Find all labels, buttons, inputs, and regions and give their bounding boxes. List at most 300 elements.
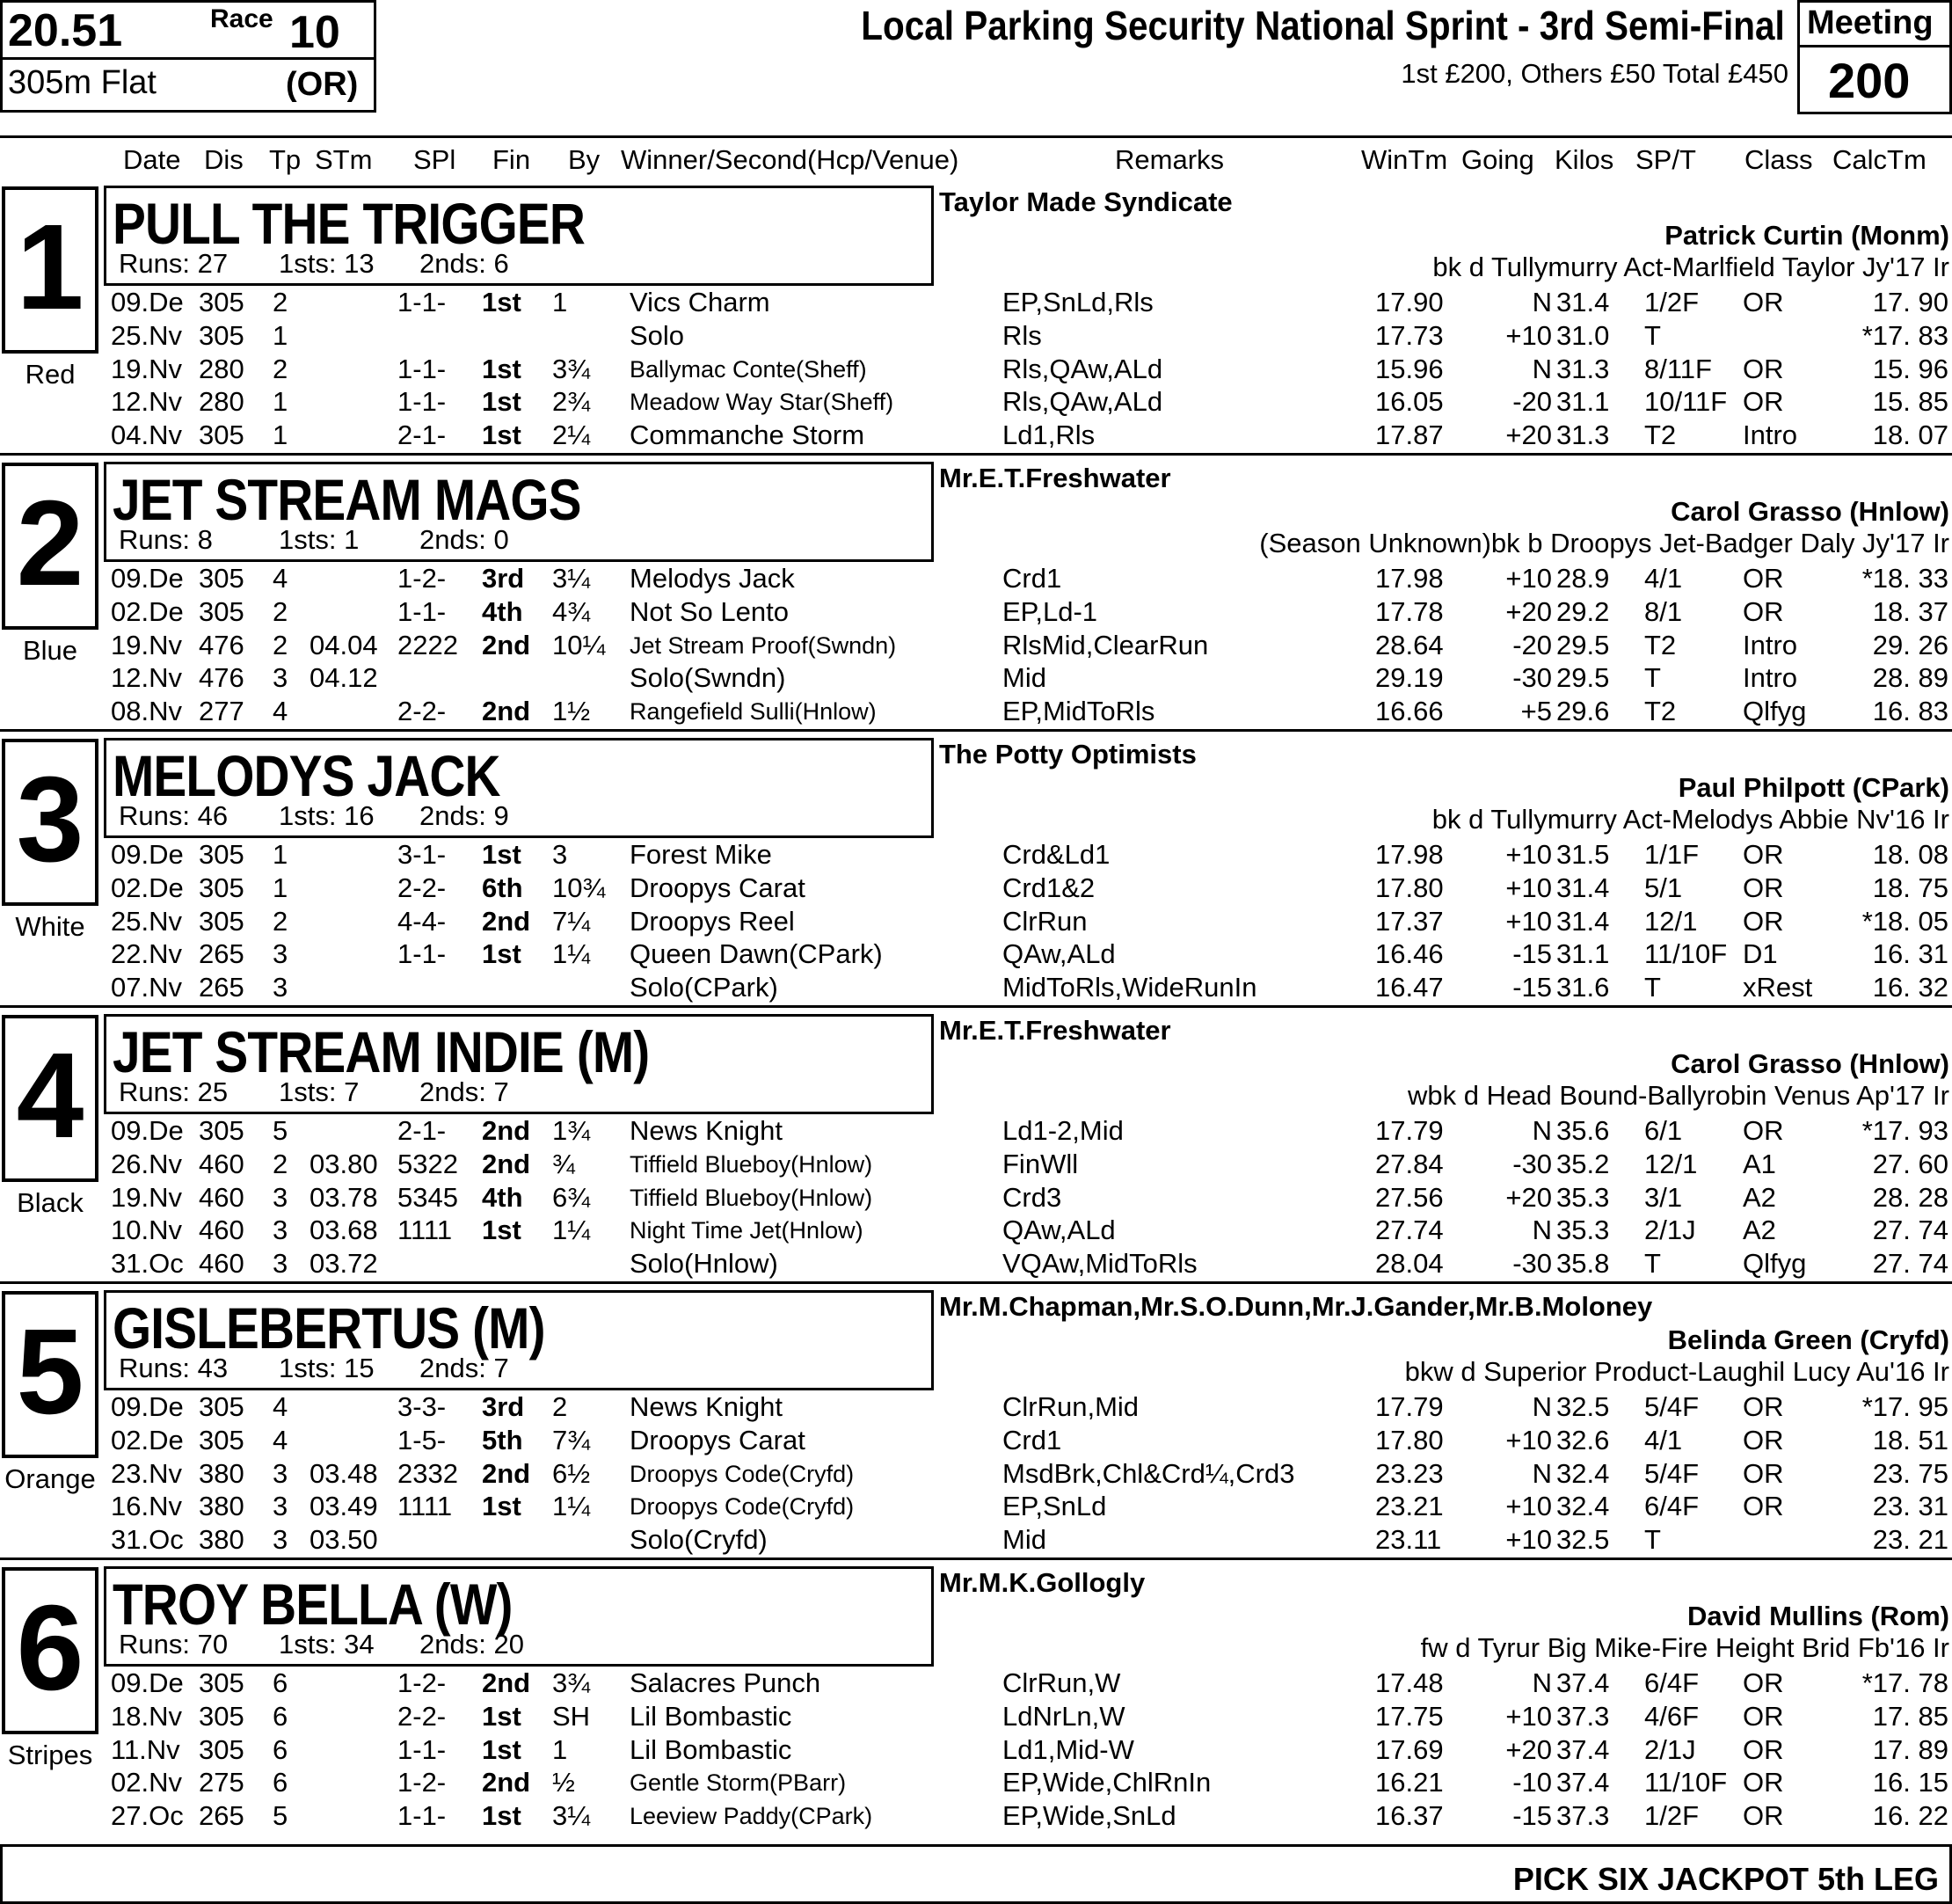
form-tp: 2 bbox=[273, 905, 288, 937]
form-class: Intro bbox=[1743, 629, 1798, 660]
form-winner: News Knight bbox=[630, 1115, 783, 1146]
form-tp: 6 bbox=[273, 1733, 288, 1765]
col-calctm: CalcTm bbox=[1832, 144, 1927, 175]
form-class: OR bbox=[1743, 1457, 1784, 1489]
form-going: N bbox=[1532, 1391, 1552, 1422]
form-winner: Droopys Code(Cryfd) bbox=[630, 1493, 855, 1521]
form-kilos: 32.6 bbox=[1556, 1424, 1610, 1455]
form-by: 7¼ bbox=[552, 905, 591, 937]
dog-name-box bbox=[104, 462, 934, 562]
form-dis: 277 bbox=[199, 696, 244, 727]
form-wintm: 16.47 bbox=[1375, 972, 1444, 1003]
form-class: OR bbox=[1743, 1391, 1784, 1422]
form-sp: 1/2F bbox=[1644, 287, 1700, 317]
form-by: 1¼ bbox=[552, 1491, 591, 1522]
breeding-info: bk d Tullymurry Act-Melodys Abbie Nv'16 Ir bbox=[1431, 804, 1949, 835]
form-wintm: 27.84 bbox=[1375, 1148, 1444, 1179]
dog-name-box bbox=[104, 1014, 934, 1114]
form-calc: 17. 90 bbox=[1872, 287, 1948, 317]
form-remarks: Ld1-2,Mid bbox=[1002, 1115, 1124, 1146]
form-class: xRest bbox=[1743, 972, 1813, 1003]
form-kilos: 31.6 bbox=[1556, 972, 1610, 1003]
dog-name: JET STREAM MAGS bbox=[113, 467, 581, 532]
form-by: 3¾ bbox=[552, 1667, 591, 1698]
col-by: By bbox=[568, 144, 601, 175]
form-kilos: 37.4 bbox=[1556, 1767, 1610, 1798]
form-going: +5 bbox=[1520, 696, 1552, 727]
form-dis: 305 bbox=[199, 1733, 244, 1765]
form-winner: Commanche Storm bbox=[630, 419, 865, 451]
form-date: 27.Oc bbox=[111, 1800, 184, 1832]
form-kilos: 32.5 bbox=[1556, 1391, 1610, 1422]
col-kilos: Kilos bbox=[1555, 144, 1614, 175]
form-spl: 3-3- bbox=[397, 1391, 447, 1422]
form-sp: 6/4F bbox=[1644, 1491, 1700, 1522]
form-tp: 1 bbox=[273, 839, 288, 870]
form-winner: Gentle Storm(PBarr) bbox=[630, 1769, 847, 1797]
form-winner: Solo bbox=[630, 319, 685, 351]
form-tp: 3 bbox=[273, 938, 288, 970]
form-class: OR bbox=[1743, 1424, 1784, 1455]
form-stm: 03.49 bbox=[310, 1491, 378, 1522]
runner-block bbox=[0, 1564, 1952, 1840]
form-spl: 1-2- bbox=[397, 1767, 447, 1798]
runner-separator bbox=[0, 453, 1952, 456]
form-winner: Solo(CPark) bbox=[630, 972, 778, 1003]
meeting-box bbox=[1797, 0, 1952, 114]
form-tp: 3 bbox=[273, 972, 288, 1003]
dog-stats bbox=[119, 800, 509, 832]
form-winner: Night Time Jet(Hnlow) bbox=[630, 1217, 863, 1244]
trap-number: 3 bbox=[2, 739, 98, 906]
form-dis: 305 bbox=[199, 563, 244, 594]
form-sp: T2 bbox=[1644, 696, 1677, 727]
form-date: 09.De bbox=[111, 1391, 184, 1422]
form-kilos: 37.4 bbox=[1556, 1667, 1610, 1698]
form-class: OR bbox=[1743, 595, 1784, 627]
form-going: +20 bbox=[1505, 595, 1552, 627]
form-dis: 275 bbox=[199, 1767, 244, 1798]
form-calc: 15. 96 bbox=[1872, 353, 1948, 384]
form-wintm: 27.74 bbox=[1375, 1215, 1444, 1246]
form-sp: 11/10F bbox=[1644, 938, 1728, 970]
form-class: OR bbox=[1743, 1800, 1784, 1832]
form-by: ½ bbox=[552, 1767, 575, 1798]
form-sp: 12/1 bbox=[1644, 1148, 1698, 1179]
form-sp: 4/6F bbox=[1644, 1700, 1700, 1732]
form-tp: 5 bbox=[273, 1800, 288, 1832]
form-spl: 1111 bbox=[397, 1215, 453, 1246]
form-by: SH bbox=[552, 1700, 591, 1732]
form-winner: Solo(Cryfd) bbox=[630, 1524, 768, 1556]
form-spl: 2222 bbox=[397, 629, 458, 660]
form-dis: 305 bbox=[199, 872, 244, 903]
form-wintm: 28.04 bbox=[1375, 1248, 1444, 1280]
meeting-label: Meeting bbox=[1807, 4, 1934, 41]
form-dis: 305 bbox=[199, 319, 244, 351]
form-row bbox=[0, 662, 1952, 696]
dog-name-box bbox=[104, 186, 934, 286]
form-date: 11.Nv bbox=[111, 1733, 180, 1765]
form-remarks: Rls,QAw,ALd bbox=[1002, 386, 1163, 418]
race-info-box bbox=[0, 0, 376, 113]
form-kilos: 29.5 bbox=[1556, 662, 1610, 694]
dog-name: TROY BELLA (W) bbox=[113, 1572, 513, 1637]
form-by: 1¼ bbox=[552, 938, 591, 970]
form-remarks: EP,SnLd,Rls bbox=[1002, 287, 1154, 317]
form-tp: 1 bbox=[273, 872, 288, 903]
runner-block bbox=[0, 183, 1952, 459]
form-wintm: 17.75 bbox=[1375, 1700, 1444, 1732]
form-remarks: FinWll bbox=[1002, 1148, 1079, 1179]
form-kilos: 35.2 bbox=[1556, 1148, 1610, 1179]
form-date: 02.Nv bbox=[111, 1767, 182, 1798]
col-spl: SPl bbox=[413, 144, 456, 175]
form-dis: 460 bbox=[199, 1248, 244, 1280]
form-remarks: VQAw,MidToRls bbox=[1002, 1248, 1198, 1280]
form-fin: 2nd bbox=[482, 1457, 531, 1489]
form-sp: 8/11F bbox=[1644, 353, 1712, 384]
form-going: -30 bbox=[1512, 662, 1552, 694]
trainer-name: Belinda Green (Cryfd) bbox=[1667, 1324, 1949, 1355]
form-kilos: 31.3 bbox=[1556, 419, 1610, 451]
form-date: 09.De bbox=[111, 1115, 184, 1146]
dog-stats bbox=[119, 1353, 509, 1384]
form-wintm: 16.66 bbox=[1375, 696, 1444, 727]
form-class: OR bbox=[1743, 1667, 1784, 1698]
race-distance: 305m Flat bbox=[8, 64, 157, 101]
form-row bbox=[0, 1391, 1952, 1425]
form-stm: 03.78 bbox=[310, 1181, 378, 1213]
form-wintm: 27.56 bbox=[1375, 1181, 1444, 1213]
form-dis: 305 bbox=[199, 905, 244, 937]
breeding-info: wbk d Head Bound-Ballyrobin Venus Ap'17 Ir bbox=[1408, 1080, 1949, 1111]
form-by: 1 bbox=[552, 1733, 568, 1765]
form-winner: Solo(Swndn) bbox=[630, 662, 786, 694]
form-calc: 27. 74 bbox=[1872, 1215, 1948, 1246]
form-winner: Solo(Hnlow) bbox=[630, 1248, 778, 1280]
runner-separator bbox=[0, 1005, 1952, 1008]
form-row bbox=[0, 419, 1952, 453]
form-by: 1½ bbox=[552, 696, 591, 727]
form-dis: 380 bbox=[199, 1524, 244, 1556]
form-winner: Leeview Paddy(CPark) bbox=[630, 1803, 873, 1830]
form-class: OR bbox=[1743, 1767, 1784, 1798]
trap-colour: Orange bbox=[4, 1463, 96, 1494]
form-date: 22.Nv bbox=[111, 938, 182, 970]
form-wintm: 16.46 bbox=[1375, 938, 1444, 970]
form-tp: 6 bbox=[273, 1700, 288, 1732]
form-calc: 23. 21 bbox=[1872, 1524, 1948, 1556]
form-tp: 4 bbox=[273, 563, 288, 594]
form-fin: 3rd bbox=[482, 563, 525, 594]
form-row bbox=[0, 1667, 1952, 1701]
form-date: 31.Oc bbox=[111, 1524, 184, 1556]
form-row bbox=[0, 596, 1952, 630]
form-spl: 1-1- bbox=[397, 386, 447, 418]
form-row bbox=[0, 287, 1952, 320]
form-date: 26.Nv bbox=[111, 1148, 182, 1179]
form-calc: 17. 89 bbox=[1872, 1733, 1948, 1765]
form-sp: 3/1 bbox=[1644, 1181, 1683, 1213]
form-class: A2 bbox=[1743, 1215, 1776, 1246]
form-spl: 2-2- bbox=[397, 1700, 447, 1732]
form-tp: 4 bbox=[273, 1424, 288, 1455]
seconds-count: 2nds: 0 bbox=[419, 524, 509, 555]
form-by: 3 bbox=[552, 839, 568, 870]
form-remarks: Crd1 bbox=[1002, 1424, 1062, 1455]
form-sp: 6/1 bbox=[1644, 1115, 1683, 1146]
owner-name: Mr.M.Chapman,Mr.S.O.Dunn,Mr.J.Gander,Mr.B.Moloney bbox=[939, 1291, 1653, 1322]
form-going: -30 bbox=[1512, 1248, 1552, 1280]
dog-name: GISLEBERTUS (M) bbox=[113, 1295, 545, 1361]
form-remarks: MsdBrk,Chl&Crd¼,Crd3 bbox=[1002, 1457, 1295, 1489]
form-sp: 10/11F bbox=[1644, 386, 1728, 418]
form-going: +10 bbox=[1505, 839, 1552, 870]
form-dis: 265 bbox=[199, 938, 244, 970]
form-calc: 16. 31 bbox=[1872, 938, 1948, 970]
form-fin: 6th bbox=[482, 872, 523, 903]
form-calc: 23. 31 bbox=[1872, 1491, 1948, 1522]
breeding-info: bkw d Superior Product-Laughil Lucy Au'16 Ir bbox=[1404, 1356, 1949, 1387]
form-by: 3¾ bbox=[552, 353, 591, 384]
form-by: 7¾ bbox=[552, 1424, 591, 1455]
breeding-info: bk d Tullymurry Act-Marlfield Taylor Jy'17 Ir bbox=[1432, 252, 1949, 282]
form-date: 09.De bbox=[111, 1667, 184, 1698]
form-kilos: 32.4 bbox=[1556, 1457, 1610, 1489]
form-winner: Lil Bombastic bbox=[630, 1700, 792, 1732]
form-fin: 5th bbox=[482, 1424, 523, 1455]
form-remarks: Mid bbox=[1002, 662, 1046, 694]
form-fin: 1st bbox=[482, 938, 521, 970]
form-kilos: 29.2 bbox=[1556, 595, 1610, 627]
runner-block bbox=[0, 459, 1952, 735]
form-spl: 2-1- bbox=[397, 419, 447, 451]
race-number: 10 bbox=[289, 7, 340, 58]
form-going: -10 bbox=[1512, 1767, 1552, 1798]
meeting-divider bbox=[1800, 45, 1949, 47]
form-calc: 18. 08 bbox=[1872, 839, 1948, 870]
form-wintm: 16.05 bbox=[1375, 386, 1444, 418]
form-row bbox=[0, 1182, 1952, 1215]
form-going: -20 bbox=[1512, 386, 1552, 418]
runner-block bbox=[0, 1288, 1952, 1564]
form-kilos: 31.1 bbox=[1556, 938, 1610, 970]
form-calc: 16. 32 bbox=[1872, 972, 1948, 1003]
form-calc: *17. 93 bbox=[1861, 1115, 1948, 1146]
form-wintm: 28.64 bbox=[1375, 629, 1444, 660]
form-calc: 16. 83 bbox=[1872, 696, 1948, 727]
form-remarks: LdNrLn,W bbox=[1002, 1700, 1125, 1732]
form-wintm: 17.69 bbox=[1375, 1733, 1444, 1765]
form-tp: 3 bbox=[273, 1215, 288, 1246]
form-sp: 1/1F bbox=[1644, 839, 1700, 870]
trainer-name: Paul Philpott (CPark) bbox=[1678, 772, 1949, 803]
form-class: OR bbox=[1743, 353, 1784, 384]
runs-count: Runs: 43 bbox=[119, 1353, 229, 1383]
form-remarks: EP,MidToRls bbox=[1002, 696, 1155, 727]
form-stm: 03.48 bbox=[310, 1457, 378, 1489]
form-calc: *17. 78 bbox=[1861, 1667, 1948, 1698]
form-wintm: 17.79 bbox=[1375, 1115, 1444, 1146]
form-tp: 4 bbox=[273, 1391, 288, 1422]
footer-text: PICK SIX JACKPOT 5th LEG bbox=[1512, 1861, 1939, 1897]
form-date: 02.De bbox=[111, 872, 184, 903]
form-class: A2 bbox=[1743, 1181, 1776, 1213]
form-row bbox=[0, 563, 1952, 596]
form-wintm: 17.98 bbox=[1375, 563, 1444, 594]
form-dis: 305 bbox=[199, 1391, 244, 1422]
form-calc: 15. 85 bbox=[1872, 386, 1948, 418]
form-wintm: 17.90 bbox=[1375, 287, 1444, 317]
form-row bbox=[0, 1701, 1952, 1734]
trap-colour: Stripes bbox=[7, 1740, 93, 1770]
form-date: 12.Nv bbox=[111, 662, 182, 694]
form-tp: 1 bbox=[273, 319, 288, 351]
form-row bbox=[0, 839, 1952, 872]
form-stm: 03.80 bbox=[310, 1148, 378, 1179]
form-date: 31.Oc bbox=[111, 1248, 184, 1280]
form-by: 6½ bbox=[552, 1457, 591, 1489]
form-going: -15 bbox=[1512, 972, 1552, 1003]
form-dis: 476 bbox=[199, 662, 244, 694]
form-winner: Droopys Carat bbox=[630, 872, 805, 903]
form-class: OR bbox=[1743, 1733, 1784, 1765]
form-spl: 2-1- bbox=[397, 1115, 447, 1146]
form-spl: 1-5- bbox=[397, 1424, 447, 1455]
form-remarks: Rls bbox=[1002, 319, 1042, 351]
form-remarks: Ld1,Rls bbox=[1002, 419, 1096, 451]
form-date: 16.Nv bbox=[111, 1491, 182, 1522]
form-calc: 17. 85 bbox=[1872, 1700, 1948, 1732]
runner-block bbox=[0, 735, 1952, 1011]
dog-stats bbox=[119, 524, 509, 556]
form-wintm: 16.21 bbox=[1375, 1767, 1444, 1798]
form-tp: 3 bbox=[273, 1491, 288, 1522]
form-fin: 1st bbox=[482, 1700, 521, 1732]
form-dis: 476 bbox=[199, 629, 244, 660]
race-prize: 1st £200, Others £50 Total £450 bbox=[1401, 58, 1788, 89]
breeding-info: fw d Tyrur Big Mike-Fire Height Brid Fb'16 Ir bbox=[1420, 1632, 1949, 1663]
form-sp: 5/1 bbox=[1644, 872, 1683, 903]
form-winner: Rangefield Sulli(Hnlow) bbox=[630, 698, 877, 726]
form-going: +20 bbox=[1505, 1181, 1552, 1213]
form-kilos: 35.8 bbox=[1556, 1248, 1610, 1280]
form-winner: Queen Dawn(CPark) bbox=[630, 938, 883, 970]
dog-name: MELODYS JACK bbox=[113, 743, 500, 808]
form-wintm: 17.98 bbox=[1375, 839, 1444, 870]
trainer-name: Carol Grasso (Hnlow) bbox=[1671, 1048, 1949, 1079]
trap-number: 2 bbox=[2, 463, 98, 630]
runs-count: Runs: 27 bbox=[119, 248, 229, 279]
form-going: +20 bbox=[1505, 419, 1552, 451]
form-dis: 305 bbox=[199, 1115, 244, 1146]
trap-number: 6 bbox=[2, 1567, 98, 1734]
form-sp: 4/1 bbox=[1644, 1424, 1683, 1455]
form-class: OR bbox=[1743, 563, 1784, 594]
form-by: 2¾ bbox=[552, 386, 591, 418]
form-sp: 2/1J bbox=[1644, 1215, 1696, 1246]
col-winner: Winner/Second(Hcp/Venue) bbox=[621, 144, 959, 175]
form-calc: 27. 74 bbox=[1872, 1248, 1948, 1280]
form-class: OR bbox=[1743, 839, 1784, 870]
form-winner: Tiffield Blueboy(Hnlow) bbox=[630, 1184, 873, 1211]
form-wintm: 29.19 bbox=[1375, 662, 1444, 694]
trainer-name: David Mullins (Rom) bbox=[1687, 1601, 1949, 1631]
form-class: OR bbox=[1743, 1491, 1784, 1522]
form-going: +10 bbox=[1505, 319, 1552, 351]
form-spl: 2332 bbox=[397, 1457, 458, 1489]
form-kilos: 32.4 bbox=[1556, 1491, 1610, 1522]
form-date: 25.Nv bbox=[111, 319, 182, 351]
form-class: Qlfyg bbox=[1743, 1248, 1807, 1280]
form-class: A1 bbox=[1743, 1148, 1776, 1179]
owner-name: Mr.M.K.Gollogly bbox=[939, 1567, 1146, 1598]
owner-name: Mr.E.T.Freshwater bbox=[939, 463, 1171, 493]
form-calc: 18. 37 bbox=[1872, 595, 1948, 627]
form-wintm: 15.96 bbox=[1375, 353, 1444, 384]
form-stm: 04.12 bbox=[310, 662, 378, 694]
form-sp: 1/2F bbox=[1644, 1800, 1700, 1832]
form-spl: 1111 bbox=[397, 1491, 453, 1522]
form-by: 10¾ bbox=[552, 872, 606, 903]
form-remarks: Mid bbox=[1002, 1524, 1046, 1556]
form-calc: *18. 33 bbox=[1861, 563, 1948, 594]
form-date: 07.Nv bbox=[111, 972, 182, 1003]
form-dis: 305 bbox=[199, 839, 244, 870]
form-date: 02.De bbox=[111, 1424, 184, 1455]
form-wintm: 23.11 bbox=[1375, 1524, 1442, 1556]
form-class: OR bbox=[1743, 905, 1784, 937]
form-fin: 1st bbox=[482, 386, 521, 418]
form-calc: 16. 22 bbox=[1872, 1800, 1948, 1832]
form-calc: *17. 83 bbox=[1861, 319, 1948, 351]
form-sp: 2/1J bbox=[1644, 1733, 1696, 1765]
form-dis: 305 bbox=[199, 1424, 244, 1455]
form-kilos: 37.3 bbox=[1556, 1800, 1610, 1832]
form-row bbox=[0, 696, 1952, 729]
col-remarks: Remarks bbox=[1115, 144, 1225, 175]
form-dis: 280 bbox=[199, 386, 244, 418]
form-fin: 1st bbox=[482, 1733, 521, 1765]
form-row bbox=[0, 906, 1952, 939]
form-fin: 2nd bbox=[482, 1767, 531, 1798]
col-fin: Fin bbox=[492, 144, 531, 175]
dog-name-box bbox=[104, 1290, 934, 1390]
form-row bbox=[0, 1425, 1952, 1458]
race-label: Race bbox=[210, 4, 273, 33]
form-fin: 1st bbox=[482, 1491, 521, 1522]
form-fin: 2nd bbox=[482, 1667, 531, 1698]
form-class: Intro bbox=[1743, 662, 1798, 694]
runner-block bbox=[0, 1011, 1952, 1288]
form-winner: Vics Charm bbox=[630, 287, 770, 317]
form-fin: 4th bbox=[482, 1181, 523, 1213]
form-fin: 2nd bbox=[482, 905, 531, 937]
trap-number: 5 bbox=[2, 1291, 98, 1458]
dog-name-box bbox=[104, 738, 934, 838]
trainer-name: Carol Grasso (Hnlow) bbox=[1671, 496, 1949, 527]
form-row bbox=[0, 1115, 1952, 1149]
form-sp: T bbox=[1644, 662, 1661, 694]
trap-colour: White bbox=[15, 911, 85, 942]
form-tp: 2 bbox=[273, 595, 288, 627]
col-stm: STm bbox=[315, 144, 373, 175]
form-sp: T2 bbox=[1644, 419, 1677, 451]
col-dis: Dis bbox=[204, 144, 244, 175]
form-tp: 6 bbox=[273, 1667, 288, 1698]
form-remarks: QAw,ALd bbox=[1002, 1215, 1116, 1246]
